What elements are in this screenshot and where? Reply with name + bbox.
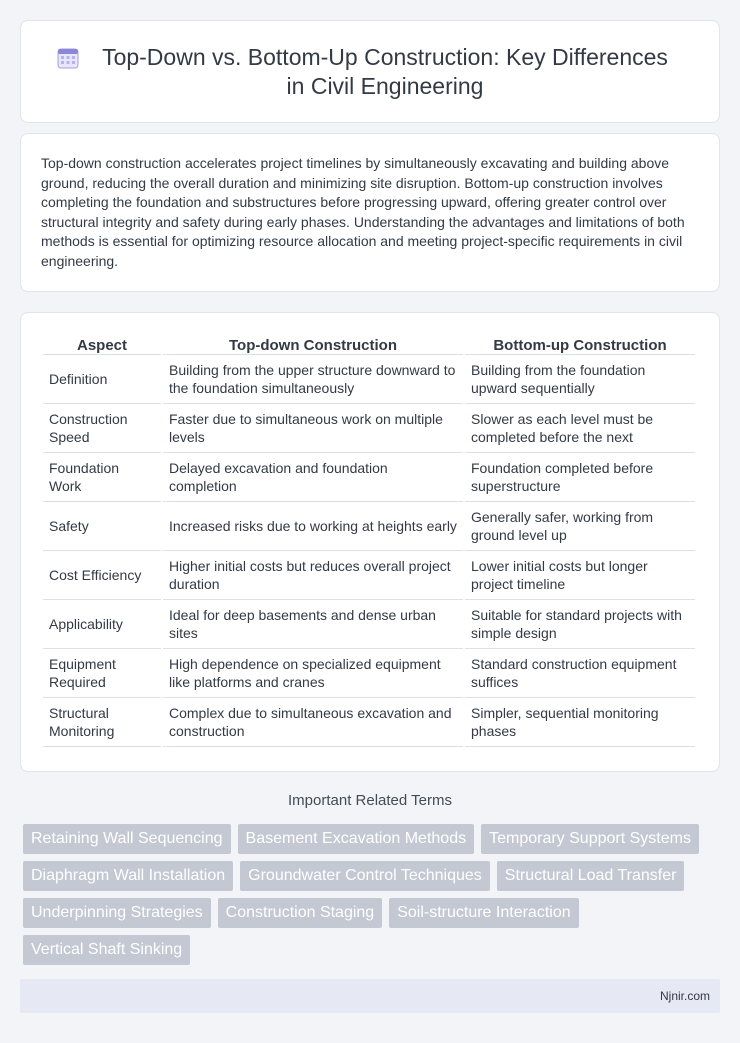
term-tag[interactable]: Construction Staging [218, 898, 383, 928]
related-terms-heading: Important Related Terms [288, 792, 452, 809]
column-header-aspect: Aspect [43, 333, 161, 355]
bottom-up-cell: Slower as each level must be completed before the next [465, 404, 695, 453]
top-down-cell: Increased risks due to working at heights early [163, 502, 463, 551]
term-tag[interactable]: Structural Load Transfer [497, 861, 685, 891]
term-tag[interactable]: Vertical Shaft Sinking [23, 935, 190, 965]
comparison-table [41, 333, 697, 747]
aspect-cell: Equipment Required [43, 649, 161, 698]
table-row [43, 355, 695, 404]
term-tag[interactable]: Diaphragm Wall Installation [23, 861, 233, 891]
intro-paragraph: Top-down construction accelerates project timelines by simultaneously excavating and building above ground, reducing the overall duration and minimizing site disruption. Bottom-up construction involves completing the foundation and substructures before progressing upward, offering greater control over structural integrity and safety during early phases. Understanding the advantages and limitations of both methods is essential for optimizing resource allocation and meeting project-specific requirements in civil engineering. [41, 155, 685, 269]
bottom-up-cell: Foundation completed before superstructure [465, 453, 695, 502]
term-tag[interactable]: Groundwater Control Techniques [240, 861, 490, 891]
aspect-cell: Construction Speed [43, 404, 161, 453]
term-tag[interactable]: Temporary Support Systems [481, 824, 699, 854]
top-down-cell: Complex due to simultaneous excavation and construction [163, 698, 463, 747]
top-down-cell: Higher initial costs but reduces overall project duration [163, 551, 463, 600]
table-row [43, 453, 695, 502]
top-down-cell: Faster due to simultaneous work on multiple levels [163, 404, 463, 453]
aspect-cell: Safety [43, 502, 161, 551]
table-row [43, 502, 695, 551]
table-row [43, 600, 695, 649]
bottom-up-cell: Building from the foundation upward sequentially [465, 355, 695, 404]
aspect-cell: Foundation Work [43, 453, 161, 502]
related-terms-list [23, 824, 723, 965]
table-row [43, 551, 695, 600]
term-tag[interactable]: Soil-structure Interaction [389, 898, 578, 928]
top-down-cell: Delayed excavation and foundation completion [163, 453, 463, 502]
bottom-up-cell: Generally safer, working from ground level up [465, 502, 695, 551]
footer [20, 979, 720, 1013]
term-tag[interactable]: Basement Excavation Methods [238, 824, 475, 854]
column-header-top-down: Top-down Construction [163, 333, 463, 355]
table-row [43, 404, 695, 453]
bottom-up-cell: Suitable for standard projects with simple design [465, 600, 695, 649]
footer-site-link[interactable]: Njnir.com [659, 989, 710, 1003]
title-card [20, 20, 720, 123]
aspect-cell: Cost Efficiency [43, 551, 161, 600]
aspect-cell: Structural Monitoring [43, 698, 161, 747]
page-title: Top-Down vs. Bottom-Up Construction: Key Differences in Civil Engineering [102, 43, 668, 99]
comparison-table-card [20, 312, 720, 772]
top-down-cell: High dependence on specialized equipment like platforms and cranes [163, 649, 463, 698]
table-row [43, 698, 695, 747]
term-tag[interactable]: Retaining Wall Sequencing [23, 824, 231, 854]
intro-card [20, 133, 720, 292]
column-header-bottom-up: Bottom-up Construction [465, 333, 695, 355]
term-tag[interactable]: Underpinning Strategies [23, 898, 211, 928]
bottom-up-cell: Standard construction equipment suffices [465, 649, 695, 698]
table-row [43, 649, 695, 698]
top-down-cell: Building from the upper structure downward to the foundation simultaneously [163, 355, 463, 404]
bottom-up-cell: Simpler, sequential monitoring phases [465, 698, 695, 747]
bottom-up-cell: Lower initial costs but longer project timeline [465, 551, 695, 600]
top-down-cell: Ideal for deep basements and dense urban sites [163, 600, 463, 649]
aspect-cell: Applicability [43, 600, 161, 649]
table-header-row [43, 333, 695, 355]
aspect-cell: Definition [43, 355, 161, 404]
